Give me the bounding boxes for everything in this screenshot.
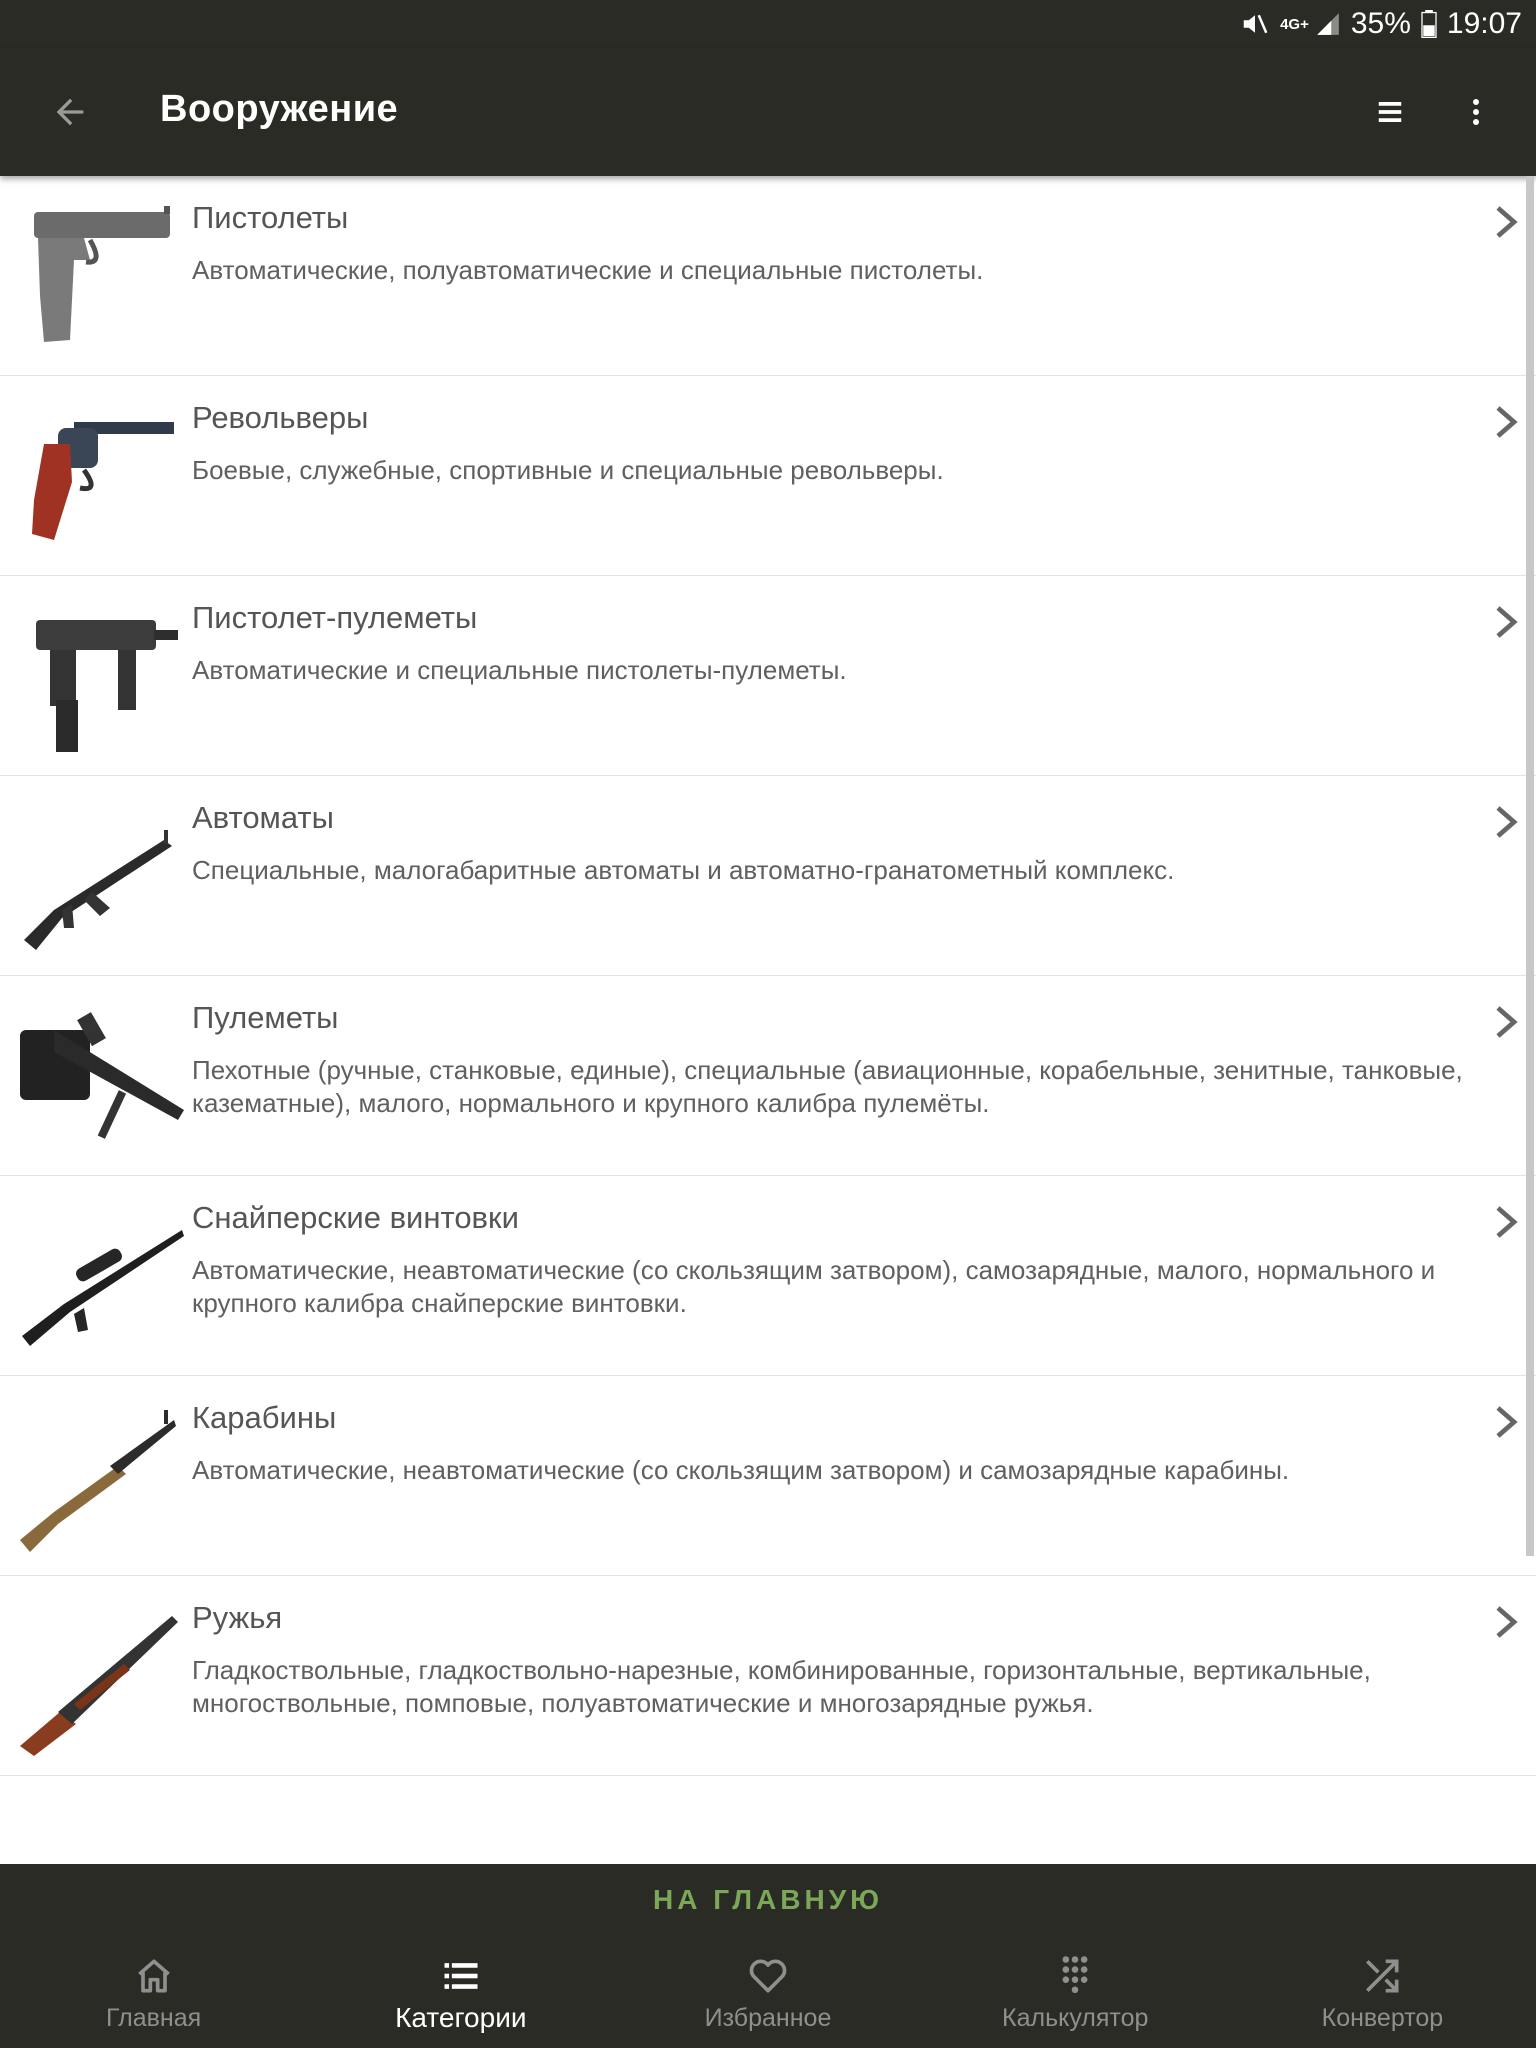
- chevron-right-icon: [1492, 1004, 1520, 1040]
- smg-image: [14, 600, 184, 756]
- sniper-rifle-image: [14, 1200, 184, 1356]
- nav-label: Категории: [395, 2002, 527, 2033]
- chevron-right-icon: [1492, 1404, 1520, 1440]
- revolver-image: [14, 400, 184, 556]
- more-vert-icon: [1461, 94, 1491, 130]
- clock: 19:07: [1446, 7, 1522, 40]
- category-description: Автоматические, полуавтоматические и специальные пистолеты.: [192, 255, 984, 285]
- category-row-sniper-rifles[interactable]: [0, 1176, 1536, 1376]
- nav-label: Главная: [106, 2004, 202, 2032]
- list-view-button[interactable]: [1360, 82, 1420, 142]
- machine-gun-image: [14, 1000, 184, 1156]
- more-options-button[interactable]: [1446, 82, 1506, 142]
- battery-icon: [1421, 10, 1437, 38]
- category-row-shotguns[interactable]: [0, 1576, 1536, 1776]
- chevron-right-icon: [1492, 1604, 1520, 1640]
- category-title: Ружья: [192, 1600, 283, 1635]
- chevron-right-icon: [1492, 404, 1520, 440]
- category-title: Пистолет-пулеметы: [192, 600, 478, 635]
- list-icon: [437, 1954, 485, 1998]
- shuffle-icon: [1358, 1954, 1406, 1998]
- category-description: Боевые, служебные, спортивные и специальные револьверы.: [192, 455, 944, 485]
- category-description: Пехотные (ручные, станковые, единые), специальные (авиационные, корабельные, зенитные, танковые, казематные), малого, нормального и крупного калибра пулемёты.: [192, 1055, 1463, 1118]
- network-type: 4G+: [1280, 15, 1309, 33]
- chevron-right-icon: [1492, 204, 1520, 240]
- category-row-revolvers[interactable]: [0, 376, 1536, 576]
- heart-icon: [744, 1954, 792, 1998]
- category-title: Карабины: [192, 1400, 337, 1435]
- category-row-smgs[interactable]: [0, 576, 1536, 776]
- carbine-image: [14, 1400, 184, 1556]
- nav-item-home[interactable]: [0, 1936, 307, 2048]
- home-link-label: НА ГЛАВНУЮ: [653, 1884, 883, 1915]
- nav-item-calculator[interactable]: [922, 1936, 1229, 2048]
- category-description: Гладкоствольные, гладкоствольно-нарезные, комбинированные, горизонтальные, вертикальные, многоствольные, помповые, полуавтоматические и многозарядные ружья.: [192, 1655, 1371, 1718]
- nav-item-favorites[interactable]: [614, 1936, 921, 2048]
- status-indicators: [1240, 6, 1522, 42]
- dialpad-icon: [1051, 1954, 1099, 1998]
- category-row-pistols[interactable]: [0, 176, 1536, 376]
- nav-item-categories[interactable]: [307, 1936, 614, 2048]
- shotgun-image: [14, 1600, 184, 1756]
- category-description: Автоматические, неавтоматические (со скользящим затвором) и самозарядные карабины.: [192, 1455, 1290, 1485]
- category-row-machine-guns[interactable]: [0, 976, 1536, 1176]
- category-description: Автоматические, неавтоматические (со скользящим затвором), самозарядные, малого, нормального и крупного калибра снайперские винтовки.: [192, 1255, 1436, 1318]
- back-arrow-icon: [50, 92, 90, 132]
- chevron-right-icon: [1492, 1204, 1520, 1240]
- home-icon: [130, 1954, 178, 1998]
- battery-percent: 35%: [1350, 7, 1411, 40]
- category-title: Пистолеты: [192, 200, 349, 235]
- nav-label: Конвертор: [1321, 2004, 1444, 2032]
- mute-icon: [1240, 9, 1270, 39]
- chevron-right-icon: [1492, 604, 1520, 640]
- bottom-navigation: [0, 1936, 1536, 2048]
- category-title: Снайперские винтовки: [192, 1200, 519, 1235]
- scrollbar[interactable]: [1526, 176, 1534, 1556]
- category-description: Автоматические и специальные пистолеты-пулеметы.: [192, 655, 847, 685]
- category-row-assault-rifles[interactable]: [0, 776, 1536, 976]
- chevron-right-icon: [1492, 804, 1520, 840]
- pistol-image: [14, 200, 184, 356]
- category-title: Автоматы: [192, 800, 334, 835]
- nav-item-converter[interactable]: [1229, 1936, 1536, 2048]
- app-bar: [0, 48, 1536, 176]
- status-bar: [0, 0, 1536, 48]
- category-row-carbines[interactable]: [0, 1376, 1536, 1576]
- list-view-icon: [1375, 97, 1405, 127]
- home-link-bar[interactable]: [0, 1864, 1536, 1936]
- category-description: Специальные, малогабаритные автоматы и автоматно-гранатометный комплекс.: [192, 855, 1175, 885]
- nav-label: Калькулятор: [1002, 2004, 1149, 2032]
- nav-label: Избранное: [704, 2004, 832, 2032]
- signal-icon: [1315, 11, 1341, 37]
- category-list: [0, 176, 1536, 1864]
- back-button[interactable]: [38, 80, 102, 144]
- category-title: Пулеметы: [192, 1000, 339, 1035]
- page-title: Вооружение: [160, 88, 399, 130]
- assault-rifle-image: [14, 800, 184, 956]
- category-title: Револьверы: [192, 400, 369, 435]
